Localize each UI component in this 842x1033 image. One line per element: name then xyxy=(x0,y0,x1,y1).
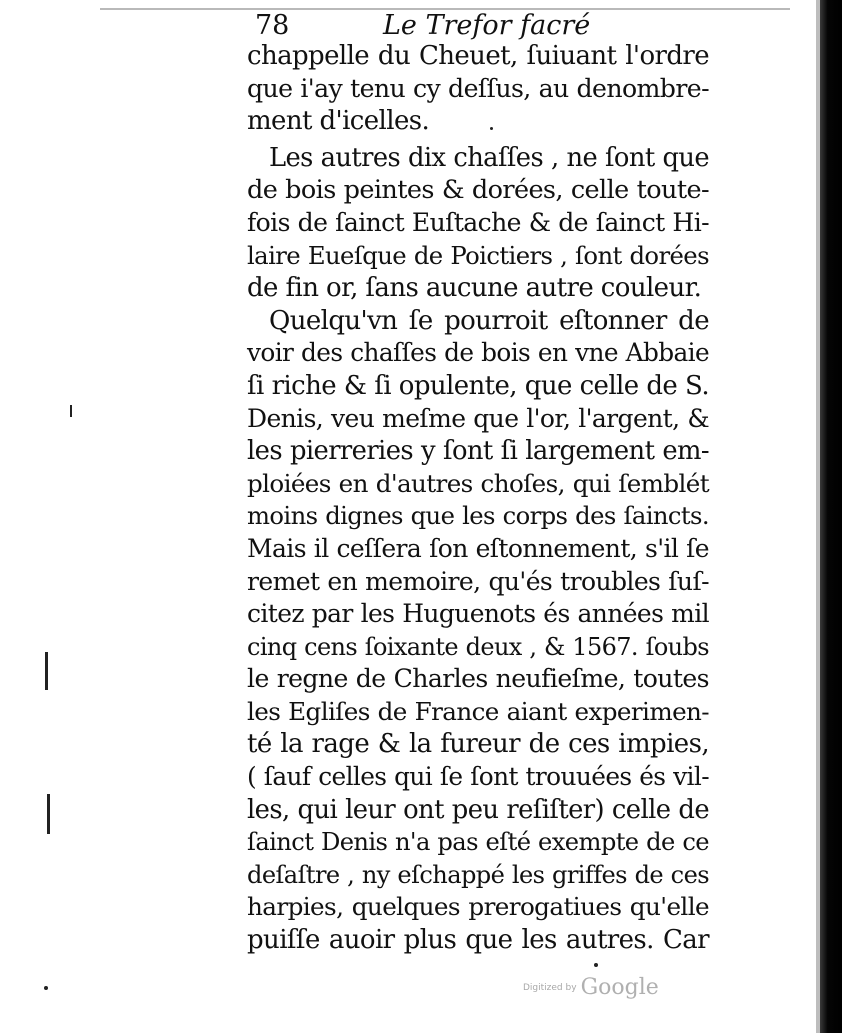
google-logo: Google xyxy=(580,975,659,1000)
text-line: Denis, veu meſme que l'or, l'argent, & xyxy=(247,403,709,433)
text-line: harpies, quelques prerogatiues qu'elle xyxy=(247,892,709,922)
text-line: citez par les Huguenots és années mil xyxy=(247,599,709,629)
digitized-by-watermark xyxy=(523,975,659,1000)
watermark-prefix: Digitized by xyxy=(523,982,577,993)
text-line: chappelle du Cheuet, ſuiuant l'ordre xyxy=(247,41,709,71)
bottom-dot xyxy=(594,963,598,967)
text-line: de bois peintes & dorées, celle toute- xyxy=(247,175,709,206)
text-line: deſaſtre , ny eſchappé les griffes de ces xyxy=(247,860,709,889)
text-line: cinq cens ſoixante deux , & 1567. ſoubs xyxy=(247,632,709,661)
margin-mark xyxy=(70,405,72,417)
text-line: le regne de Charles neufieſme, toutes xyxy=(247,664,709,694)
text-line: Mais il ceſſera ſon eſtonnement, s'il ſe xyxy=(247,533,709,563)
text-line: ment d'icelles. xyxy=(247,106,430,137)
margin-mark xyxy=(45,652,48,690)
text-line: de fin or, ſans aucune autre couleur. xyxy=(247,273,702,304)
page-number: 78 xyxy=(255,10,290,41)
text-line: fois de ſainct Euſtache & de ſainct Hi- xyxy=(247,207,709,237)
text-line: ſi riche & ſi opulente, que celle de S. xyxy=(247,370,709,401)
text-line: Quelqu'vn ſe pourroit eſtonner de xyxy=(269,305,709,336)
scan-edge xyxy=(820,0,842,1033)
text-line: remet en memoire, qu'és troubles ſuſ- xyxy=(247,566,709,596)
text-line: les pierreries y ſont ſi largement em- xyxy=(247,436,709,467)
text-line: puiſſe auoir plus que les autres. Car xyxy=(247,925,709,956)
running-title: Le Trefor facré xyxy=(383,10,591,41)
text-line: laire Eueſque de Poictiers , ſont dorées xyxy=(247,240,709,270)
margin-dot xyxy=(44,986,48,990)
text-line: voir des chaſſes de bois en vne Abbaie xyxy=(247,338,709,368)
text-line: Les autres dix chaſſes , ne ſont que xyxy=(269,142,709,173)
text-line: les Egliſes de France aiant experimen- xyxy=(247,696,709,726)
text-line: moins dignes que les corps des ſaincts. xyxy=(247,501,709,531)
body-text xyxy=(247,40,709,957)
text-line: que i'ay tenu cy deſſus, au denombre- xyxy=(247,73,709,103)
text-line: té la rage & la fureur de ces impies, xyxy=(247,729,709,760)
page-header xyxy=(255,8,715,44)
text-line: les, qui leur ont peu reſiſter) celle de xyxy=(247,794,709,825)
text-line: ( ſauf celles qui ſe ſont trouuées és vil- xyxy=(247,762,709,792)
text-line: ploiées en d'autres choſes, qui ſemblét xyxy=(247,468,709,498)
text-line: ſainct Denis n'a pas eſté exempte de ce xyxy=(247,828,709,857)
margin-mark xyxy=(47,794,50,834)
text-dot xyxy=(490,127,493,130)
